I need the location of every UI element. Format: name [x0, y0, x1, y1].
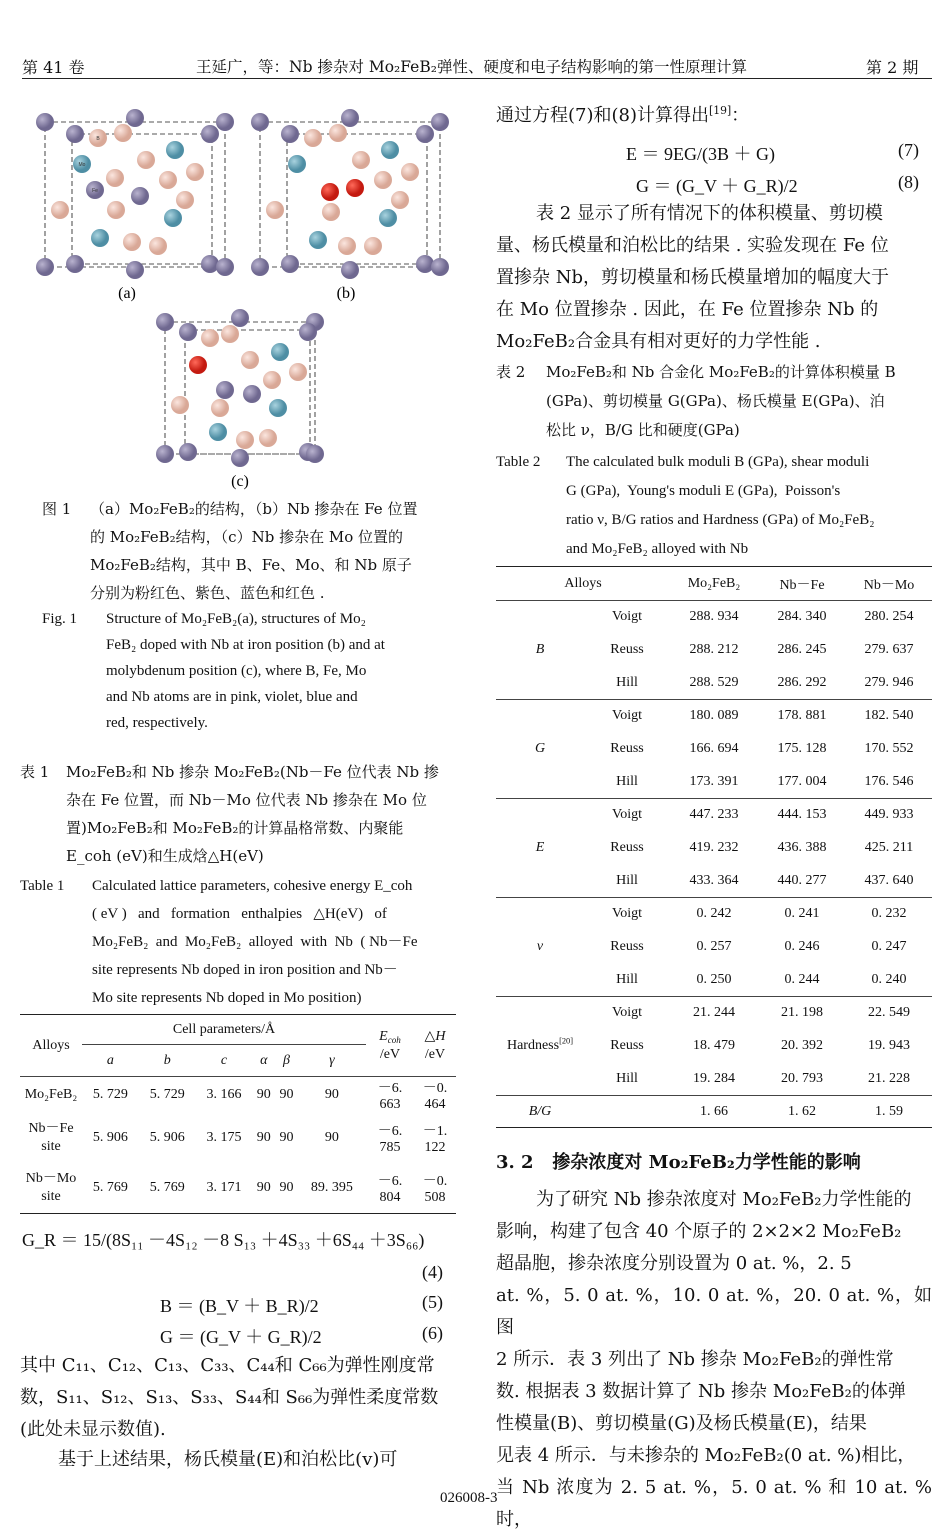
table-row: E Voigt 447. 233 444. 153 449. 933 [496, 799, 932, 832]
issue-label: 第 2 期 [866, 58, 919, 77]
t1-sub-b: b [163, 1052, 171, 1068]
running-title: 王延广，等：Nb 掺杂对 Mo₂FeB₂弹性、硬度和电子结构影响的第一性原理计算 [196, 58, 747, 76]
figure1-crystal-structures [20, 100, 470, 490]
right-intro: 通过方程(7)和(8)计算得出[19]： [496, 104, 750, 126]
panel-a-atoms [36, 109, 234, 279]
panel-b-atoms [251, 109, 449, 279]
figure1-caption-cn: 图 1 （a）Mo₂FeB₂的结构，（b）Nb 掺杂在 Fe 位置 的 Mo₂FeB₂结构，（c）Nb 掺杂在 Mo 位置的 Mo₂FeB₂结构，其中 B、Fe、Mo、和 Nb 原子 分别为粉红色、紫色、蓝色和红色 . [42, 500, 418, 602]
equation-6-number: (6) [422, 1323, 443, 1343]
t1-sub-a: a [106, 1052, 114, 1068]
t1-head-cell: Cell parameters/Å [82, 1015, 366, 1045]
table-row: Hill 288. 529 286. 292 279. 946 [616, 674, 914, 690]
svg-text:Mo: Mo [78, 162, 86, 168]
t1-head-alloys: Alloys [32, 1037, 70, 1053]
table-row: G Voigt 180. 089 178. 881 182. 540 [496, 700, 932, 733]
table1 [20, 1014, 456, 1214]
fig1-cn-label: 图 1 [42, 500, 72, 518]
table2-caption-cn: 表 2 Mo₂FeB₂和 Nb 合金化 Mo₂FeB₂的计算体积模量 B (GPa)、剪切模量 G(GPa)、杨氏模量 E(GPa)、泊 松比 ν，B/G 比和硬度(GPa) [496, 363, 896, 439]
table1-caption-en: Table 1 Calculated lattice parameters, cohesive energy E_coh ( eV ) and formation enthalpies △H(eV) of Mo₂FeB₂ and Mo₂FeB₂ alloyed with Nb ( Nb－Fe site represents Nb doped in iron position and Nb－ Mo site represents Nb doped in Mo position) [20, 878, 418, 1006]
table-row: Reuss 288. 212 286. 245 279. 637 [610, 642, 914, 657]
section-3-2-body: 为了研究 Nb 掺杂浓度对 Mo₂FeB₂力学性能的 影响，构建了包含 40 个原子的 2×2×2 Mo₂FeB₂ 超晶胞，掺杂浓度分别设置为 0 at. %，2. 5 at. %，5. 0 at. %，10. 0 at. %，20. 0 at. %，如图 2 所示．表 3 列出了 Nb 掺杂 Mo₂FeB₂的弹性常 数. 根据表 3 数据计算了 Nb 掺杂 Mo₂FeB₂的体弹 性模量(B)、剪切模量(G)及杨氏模量(E)，结果 见表 4 所示．与未掺杂的 Mo₂FeB₂(0 at. %)相比， 当 Nb 浓度为 2. 5 at. %，5. 0 at. % 和 10 at. % 时， [496, 1189, 932, 1530]
table2 [496, 566, 932, 1128]
figure1-caption-en: Fig. 1 Structure of Mo₂FeB₂(a), structures of Mo₂ FeB₂ doped with Nb at iron position (b) and at molybdenum position (c), where B, Fe, Mo and Nb atoms are in pink, violet, blue and red, respectively. [42, 611, 385, 731]
table-row: ν Voigt 0. 242 0. 241 0. 232 [496, 898, 932, 931]
t2-head-nbfe: Nb－Fe [779, 577, 825, 593]
table-row: Nb－Fe site 5. 906 5. 906 3. 175 90 90 90 －6. 785 －1. 122 [28, 1121, 448, 1155]
section-3-2-title: 3. 2 掺杂浓度对 Mo₂FeB₂力学性能的影响 [496, 1152, 861, 1173]
t1-sub-c: c [220, 1052, 228, 1068]
table-row: Hill 19. 284 20. 793 21. 228 [616, 1070, 910, 1086]
table-row: Hill 433. 364 440. 277 437. 640 [616, 872, 914, 888]
table-row: Reuss 0. 257 0. 246 0. 247 [610, 939, 907, 954]
equation-7-number: (7) [898, 140, 919, 160]
label-c: (c) [231, 473, 249, 490]
table-row: B/G 1. 66 1. 62 1. 59 [496, 1096, 932, 1128]
table-row: Reuss 18. 479 20. 392 19. 943 [610, 1038, 910, 1053]
table-row: Reuss 419. 232 436. 388 425. 211 [610, 840, 914, 855]
table-row: Mo₂FeB₂ 5. 729 5. 729 3. 166 90 90 90 －6. 663 －0. 464 [20, 1077, 456, 1114]
table-row: Nb－Mo site 5. 769 5. 769 3. 171 90 90 89. 395 －6. 804 －0. 508 [25, 1170, 448, 1205]
equation-4: G_R ＝ 15/(8S₁₁ －4S₁₂ －8 S₁₃ ＋4S₃₃ ＋6S₄₄ ＋3S₆₆) [22, 1230, 425, 1250]
label-a: (a) [118, 285, 136, 302]
table-row: Reuss 166. 694 175. 128 170. 552 [610, 741, 914, 756]
t1-sub-beta: β [282, 1052, 290, 1068]
table-row: Hill 173. 391 177. 004 176. 546 [616, 773, 914, 789]
t1-head-ecoh: $E_{coh}$ /eV [379, 1028, 401, 1062]
svg-text:B: B [96, 136, 100, 142]
table-row: Hill 0. 250 0. 244 0. 240 [616, 971, 907, 987]
page-number: 026008-3 [440, 1490, 498, 1506]
label-b: (b) [336, 285, 356, 302]
table1-caption-cn: 表 1 Mo₂FeB₂和 Nb 掺杂 Mo₂FeB₂(Nb－Fe 位代表 Nb 掺 杂在 Fe 位置，而 Nb－Mo 位代表 Nb 掺杂在 Mo 位 置)Mo₂FeB₂和 Mo₂FeB₂的计算晶格常数、内聚能 E_coh (eV)和生成焓△H(eV) [20, 763, 439, 865]
t2-head-nbmo: Nb－Mo [863, 577, 915, 593]
equation-5-number: (5) [422, 1292, 443, 1312]
left-paragraph-1: 其中 C₁₁、C₁₂、C₁₃、C₃₃、C₄₄和 C₆₆为弹性刚度常 数，S₁₁、S₁₂、S₁₃、S₃₃、S₄₄和 S₆₆为弹性柔度常数 (此处未显示数值). [20, 1355, 439, 1440]
svg-text:Fe: Fe [92, 188, 98, 194]
t1-sub-alpha: α [260, 1052, 268, 1068]
table2-caption-en: Table 2 The calculated bulk moduli B (GPa), shear moduli G (GPa), Young's moduli E (GPa), Poisson's ratio ν, B/G ratios and Hardness (GPa) of Mo₂FeB₂ and Mo₂FeB₂ alloyed with Nb [496, 454, 875, 557]
panel-c-atoms [156, 309, 324, 467]
left-paragraph-2: 基于上述结果，杨氏模量(E)和泊松比(v)可 [58, 1449, 398, 1470]
t1-sub-gamma: γ [329, 1052, 335, 1068]
right-paragraph-1: 表 2 显示了所有情况下的体积模量、剪切模 量、杨氏模量和泊松比的结果 . 实验发现在 Fe 位 置掺杂 Nb，剪切模量和杨氏模量增加的幅度大于 在 Mo 位置掺杂 . 因此，在 Fe 位置掺杂 Nb 的 Mo₂FeB₂合金具有相对更好的力学性能 . [496, 203, 889, 352]
t2-head-alloys: Alloys [564, 575, 602, 591]
equation-6: G ＝ (G_V ＋ G_R)/2 [160, 1327, 322, 1347]
header-rule [22, 78, 932, 79]
equation-8: G ＝ (G_V ＋ G_R)/2 [636, 176, 798, 196]
table-row: Hardness[20] Voigt 21. 244 21. 198 22. 549 [496, 997, 932, 1030]
equation-4-number: (4) [422, 1262, 443, 1282]
t1-head-dh: △H /eV [424, 1028, 446, 1062]
equation-5: B ＝ (B_V ＋ B_R)/2 [160, 1296, 319, 1316]
equation-7: E ＝ 9EG/(3B ＋ G) [626, 144, 775, 164]
t2-head-mo2feb2: Mo₂FeB₂ [687, 575, 741, 591]
equation-8-number: (8) [898, 172, 919, 192]
table-row: B Voigt 288. 934 284. 340 280. 254 [535, 609, 914, 657]
volume-label: 第 41 卷 [22, 58, 85, 77]
